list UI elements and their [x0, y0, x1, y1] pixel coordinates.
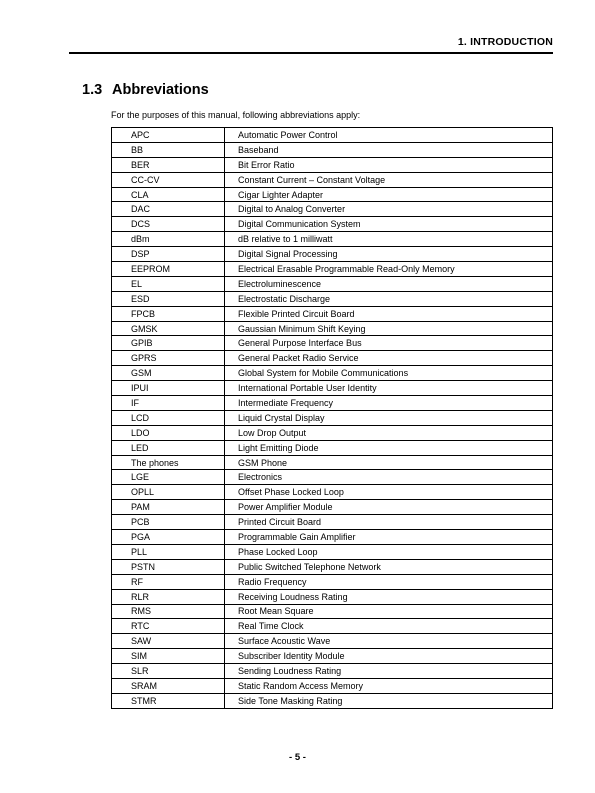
abbreviation-definition: Electronics [225, 470, 553, 485]
abbreviation-definition: Constant Current – Constant Voltage [225, 172, 553, 187]
abbreviation-definition: General Packet Radio Service [225, 351, 553, 366]
abbreviation-definition: Receiving Loudness Rating [225, 589, 553, 604]
abbreviation-term: FPCB [112, 306, 225, 321]
abbreviation-definition: Electroluminescence [225, 276, 553, 291]
table-row [112, 589, 553, 604]
table-row [112, 604, 553, 619]
abbreviation-definition: General Purpose Interface Bus [225, 336, 553, 351]
abbreviation-term: LDO [112, 425, 225, 440]
abbreviation-definition: Radio Frequency [225, 574, 553, 589]
header-divider [69, 52, 553, 54]
abbreviation-term: GSM [112, 366, 225, 381]
abbreviation-definition: Static Random Access Memory [225, 678, 553, 693]
table-row [112, 202, 553, 217]
abbreviation-term: LCD [112, 410, 225, 425]
abbreviation-term: STMR [112, 693, 225, 708]
abbreviation-term: PLL [112, 544, 225, 559]
abbreviation-definition: Real Time Clock [225, 619, 553, 634]
table-row [112, 544, 553, 559]
abbreviation-definition: Automatic Power Control [225, 128, 553, 143]
abbreviation-term: GPRS [112, 351, 225, 366]
abbreviation-term: The phones [112, 455, 225, 470]
abbreviation-definition: Global System for Mobile Communications [225, 366, 553, 381]
abbreviation-definition: Subscriber Identity Module [225, 649, 553, 664]
abbreviation-definition: Side Tone Masking Rating [225, 693, 553, 708]
abbreviation-term: RLR [112, 589, 225, 604]
abbreviation-definition: Intermediate Frequency [225, 396, 553, 411]
abbreviation-definition: Sending Loudness Rating [225, 664, 553, 679]
abbreviation-term: LGE [112, 470, 225, 485]
abbreviation-definition: Digital Communication System [225, 217, 553, 232]
abbreviation-term: SLR [112, 664, 225, 679]
abbreviation-definition: Root Mean Square [225, 604, 553, 619]
abbreviation-term: APC [112, 128, 225, 143]
table-row [112, 306, 553, 321]
abbreviation-term: OPLL [112, 485, 225, 500]
table-row [112, 172, 553, 187]
table-row [112, 396, 553, 411]
abbreviation-definition: Programmable Gain Amplifier [225, 530, 553, 545]
abbreviation-term: CC-CV [112, 172, 225, 187]
abbreviation-definition: Phase Locked Loop [225, 544, 553, 559]
abbreviation-term: GPIB [112, 336, 225, 351]
abbreviation-definition: Digital to Analog Converter [225, 202, 553, 217]
abbreviation-definition: Printed Circuit Board [225, 515, 553, 530]
abbreviation-term: RF [112, 574, 225, 589]
table-row [112, 157, 553, 172]
abbreviation-definition: Bit Error Ratio [225, 157, 553, 172]
table-row [112, 693, 553, 708]
table-row [112, 128, 553, 143]
table-row [112, 455, 553, 470]
table-row [112, 410, 553, 425]
abbreviation-term: IPUI [112, 381, 225, 396]
abbreviation-term: PGA [112, 530, 225, 545]
abbreviation-definition: Digital Signal Processing [225, 247, 553, 262]
table-row [112, 321, 553, 336]
abbreviation-definition: Flexible Printed Circuit Board [225, 306, 553, 321]
abbreviation-definition: Low Drop Output [225, 425, 553, 440]
abbreviation-definition: Gaussian Minimum Shift Keying [225, 321, 553, 336]
table-row [112, 530, 553, 545]
abbreviation-term: BB [112, 142, 225, 157]
abbreviation-definition: Electrostatic Discharge [225, 291, 553, 306]
abbreviation-definition: Power Amplifier Module [225, 500, 553, 515]
table-row [112, 440, 553, 455]
table-row [112, 515, 553, 530]
abbreviation-term: LED [112, 440, 225, 455]
table-row [112, 232, 553, 247]
abbreviation-term: SIM [112, 649, 225, 664]
abbreviation-term: GMSK [112, 321, 225, 336]
table-row [112, 678, 553, 693]
abbreviation-definition: Public Switched Telephone Network [225, 559, 553, 574]
abbreviation-term: SAW [112, 634, 225, 649]
page-number: - 5 - [289, 752, 306, 763]
abbreviation-term: SRAM [112, 678, 225, 693]
abbreviation-term: DSP [112, 247, 225, 262]
abbreviation-definition: Surface Acoustic Wave [225, 634, 553, 649]
running-header: 1. INTRODUCTION [457, 36, 553, 48]
section-number: 1.3 [82, 82, 103, 98]
table-row [112, 187, 553, 202]
table-row [112, 351, 553, 366]
abbreviations-table-body [112, 128, 553, 709]
abbreviation-definition: Offset Phase Locked Loop [225, 485, 553, 500]
abbreviation-term: RMS [112, 604, 225, 619]
abbreviation-definition: Light Emitting Diode [225, 440, 553, 455]
section-title: Abbreviations [112, 82, 209, 98]
table-row [112, 217, 553, 232]
abbreviation-definition: Liquid Crystal Display [225, 410, 553, 425]
table-row [112, 574, 553, 589]
abbreviations-table [111, 127, 553, 709]
abbreviation-definition: Baseband [225, 142, 553, 157]
abbreviation-term: DAC [112, 202, 225, 217]
abbreviation-definition: dB relative to 1 milliwatt [225, 232, 553, 247]
table-row [112, 247, 553, 262]
abbreviation-term: EEPROM [112, 262, 225, 277]
abbreviation-term: CLA [112, 187, 225, 202]
abbreviation-term: IF [112, 396, 225, 411]
table-row [112, 291, 553, 306]
table-row [112, 470, 553, 485]
table-row [112, 485, 553, 500]
table-row [112, 634, 553, 649]
abbreviation-term: RTC [112, 619, 225, 634]
table-row [112, 664, 553, 679]
table-row [112, 649, 553, 664]
table-row [112, 619, 553, 634]
table-row [112, 425, 553, 440]
table-row [112, 500, 553, 515]
abbreviation-term: PCB [112, 515, 225, 530]
abbreviation-definition: Electrical Erasable Programmable Read-Only Memory [225, 262, 553, 277]
table-row [112, 366, 553, 381]
table-row [112, 276, 553, 291]
abbreviation-definition: Cigar Lighter Adapter [225, 187, 553, 202]
abbreviation-definition: GSM Phone [225, 455, 553, 470]
abbreviation-term: ESD [112, 291, 225, 306]
abbreviation-term: dBm [112, 232, 225, 247]
table-row [112, 559, 553, 574]
table-row [112, 142, 553, 157]
table-row [112, 262, 553, 277]
abbreviation-term: DCS [112, 217, 225, 232]
table-row [112, 336, 553, 351]
abbreviation-term: PAM [112, 500, 225, 515]
intro-paragraph: For the purposes of this manual, following abbreviations apply: [111, 110, 361, 120]
abbreviation-term: BER [112, 157, 225, 172]
table-row [112, 381, 553, 396]
abbreviation-term: EL [112, 276, 225, 291]
abbreviation-term: PSTN [112, 559, 225, 574]
section-heading [82, 82, 209, 98]
abbreviation-definition: International Portable User Identity [225, 381, 553, 396]
